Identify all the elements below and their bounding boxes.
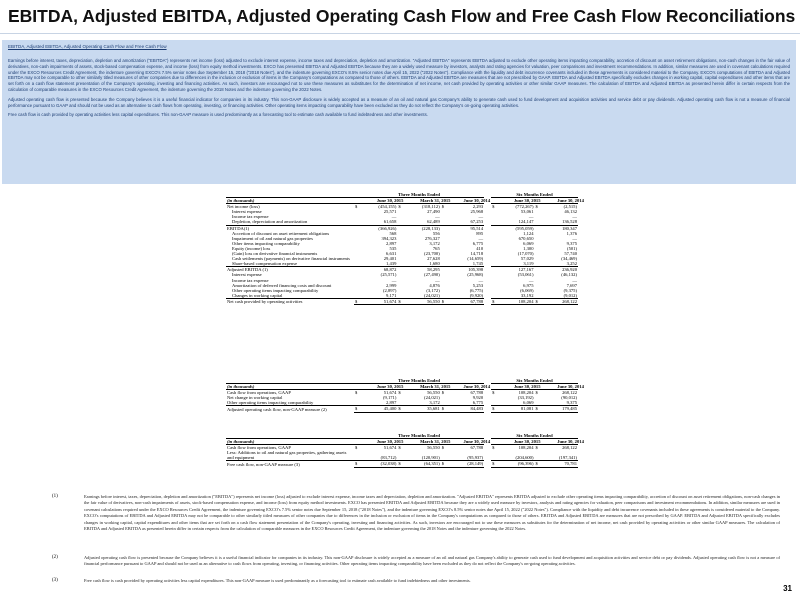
currency-symbol: $ xyxy=(398,390,401,396)
cell-value: 56,550 xyxy=(427,445,440,451)
cell-value: — xyxy=(528,277,534,283)
cell-value: — xyxy=(478,235,484,241)
cell-value: 268,122 xyxy=(562,390,577,396)
cell-value: 61,658 xyxy=(383,219,397,225)
group-header: Three Months Ended xyxy=(354,192,484,198)
currency-symbol: $ xyxy=(441,445,445,451)
cell-value: (33,192) xyxy=(517,395,534,401)
cell-value: 268,122 xyxy=(556,298,578,304)
cell-value: 6,069 xyxy=(523,400,534,406)
page-number: 31 xyxy=(783,584,792,593)
column-header: (in thousands) xyxy=(226,198,354,204)
footnote-marker: (3) xyxy=(52,578,58,583)
row-label: Net change in working capital xyxy=(227,395,283,401)
cell-value: 1,439 xyxy=(386,261,397,267)
cell-value: 276,327 xyxy=(424,235,440,241)
cell-value: (64,351) xyxy=(419,461,441,467)
row-label: Income tax expense xyxy=(232,277,269,283)
financial-table xyxy=(226,192,584,305)
cell-value: 136,528 xyxy=(562,219,577,225)
table-free-cash-flow xyxy=(226,433,584,468)
row-label: Adjusted EBITDA (1) xyxy=(226,267,354,273)
cell-value: 556 xyxy=(432,230,440,236)
cell-value: 124,147 xyxy=(518,219,534,225)
cell-value: — xyxy=(435,277,440,283)
currency-symbol: $ xyxy=(535,390,538,396)
cell-value: 670,650 xyxy=(518,235,534,241)
cell-value: 6,775 xyxy=(472,400,484,406)
row-label: Net income (loss) xyxy=(227,204,260,210)
column-header: (in thousands) xyxy=(226,384,354,390)
cell-value: (454,155) xyxy=(378,204,397,210)
currency-symbol: $ xyxy=(355,390,358,396)
column-header: June 30, 2015 xyxy=(513,384,541,390)
cell-value: 56,550 xyxy=(419,298,441,304)
column-header: June 30, 2014 xyxy=(463,384,491,390)
footnote-2 xyxy=(52,555,780,568)
cell-value: — xyxy=(391,277,397,283)
currency-symbol: $ xyxy=(535,298,557,304)
cell-value: 62,489 xyxy=(427,219,440,225)
cell-value: 58,295 xyxy=(419,267,441,273)
footnote-text: Adjusted operating cash flow is presented because the Company believes it is a useful financial indicator for companies in its industry. This non-GAAP disclosure is widely accepted as a measure of an oil and natural gas Company's ability to generate cash used to fund development and acquisition activities and service debt or pay dividends. Adjusted operating cash flow is not a measure of financial performance pursuant to GAAP and should not be used as an alternative to cash flows from operating, investing, or financing activities. Other operating items impacting comparability have been excluded as they do not reflect the Company's on-going operating activities. xyxy=(84,555,780,567)
cell-value: 568 xyxy=(389,230,397,236)
currency-symbol: $ xyxy=(491,461,513,467)
cell-value: 14,718 xyxy=(470,251,484,257)
cell-value: 29,401 xyxy=(383,256,397,262)
cell-value: 5,253 xyxy=(472,282,484,288)
cell-value: 1,300 xyxy=(523,245,534,251)
cell-value: 67,788 xyxy=(462,298,484,304)
cell-value: 180,347 xyxy=(556,225,578,231)
row-label: EBITDA(1) xyxy=(226,225,354,231)
cell-value: (83,712) xyxy=(380,455,397,461)
cell-value: 25,968 xyxy=(470,209,484,215)
currency-symbol: $ xyxy=(397,298,419,304)
cell-value: (46,132) xyxy=(561,272,577,278)
cell-value: 410 xyxy=(476,245,484,251)
cell-value: (501) xyxy=(567,245,577,251)
cell-value: (772,267) xyxy=(515,204,534,210)
cell-value: (2,515) xyxy=(563,204,577,210)
cell-value: 9,375 xyxy=(566,240,577,246)
row-label: Cash flow from operations, GAAP xyxy=(227,445,291,451)
cell-value: (24,021) xyxy=(424,395,440,401)
row-label: Less: Additions to oil and natural gas properties, gathering assets and equipment xyxy=(227,450,347,461)
cell-value: 84,483 xyxy=(462,406,484,412)
row-label: Impairment of oil and natural gas properties xyxy=(232,235,313,241)
cell-value: (24,021) xyxy=(424,292,440,298)
cell-value: 27,490 xyxy=(427,209,440,215)
currency-symbol: $ xyxy=(535,461,557,467)
cell-value: 9,171 xyxy=(386,292,397,298)
cell-value: 68,872 xyxy=(376,267,398,273)
currency-symbol: $ xyxy=(492,390,495,396)
cell-value: (318,112) xyxy=(421,204,440,210)
cell-value: 108,204 xyxy=(513,298,535,304)
cell-value: 3,172 xyxy=(429,240,440,246)
currency-symbol: $ xyxy=(491,298,513,304)
cell-value: — xyxy=(528,214,534,220)
cell-value: 67,788 xyxy=(470,445,484,451)
currency-symbol xyxy=(535,450,557,461)
financial-table xyxy=(226,378,584,413)
currency-symbol: $ xyxy=(398,204,401,210)
cell-value: 127,167 xyxy=(513,267,535,273)
cell-value: 4,876 xyxy=(429,282,440,288)
panel-heading: EBITDA, Adjusted EBITDA, Adjusted Operating Cash Flow and Free Cash Flow xyxy=(8,44,167,49)
currency-symbol: $ xyxy=(535,445,538,451)
currency-symbol: $ xyxy=(397,406,419,412)
currency-symbol xyxy=(354,450,376,461)
cell-value: 108,204 xyxy=(518,445,534,451)
cell-value: 25,571 xyxy=(383,209,397,215)
currency-symbol: $ xyxy=(492,445,495,451)
group-header: Three Months Ended xyxy=(354,433,484,439)
cell-value: 53,061 xyxy=(520,209,534,215)
cell-value: 67,253 xyxy=(470,219,484,225)
currency-symbol: $ xyxy=(535,406,557,412)
currency-symbol: $ xyxy=(355,445,358,451)
cell-value: 70,781 xyxy=(556,461,578,467)
row-label: Changes in working capital xyxy=(232,292,283,298)
panel-paragraph: Earnings before interest, taxes, depreciation, depletion and amortization ("EBITDA") represents net income (loss) adjusted to exclude interest expense, income taxes and depreciation, depletion and amortization. "Adjusted EBITDA" represents EBITDA adjusted to exclude other operating items impacting comparability, accretion of discount on asset retirement obligations, non-cash changes in the fair value of derivatives, non-cash impairments of assets, stock-based compensation expense, and income (loss) from equity method investments. EXCO has presented EBITDA and Adjusted EBITDA because they are a widely used measure by investors, analysts and rating agencies for valuation, peer comparisons and investment recommendations. In addition, similar measures are used in covenant calculations required under the EXCO Resources Credit Agreement, the indenture governing EXCO's 7.5% senior notes due September 15, 2018 ("2018 Notes"), and the indenture governing EXCO's 8.5% senior notes due April 15, 2022 ("2022 Notes"). Compliance with the liquidity and debt incurrence covenants included in these agreements is considered material to the Company. EXCO's computations of EBITDA and Adjusted EBITDA may not be comparable to other similarly titled measures of other companies due to differences in the inclusion or exclusion of items in the Company's computations as compared to those of others. EBITDA and Adjusted EBITDA are measures that are not prescribed by GAAP. EBITDA and Adjusted EBITDA specifically excludes changes in working capital, capital expenditures and other items that are set forth on a cash flow statement presentation of the Company's operating, investing and financing activities. As such, investors are encouraged not to use these measures as substitutes for the determination of net income, net cash provided by operating activities or other similar GAAP measures. The calculation of EBITDA and Adjusted EBITDA as presented herein differ in certain respects from the calculation of comparable measures in the EXCO Resources Credit Agreement, the indenture governing the 2018 Notes and the indenture governing the 2022 Notes. xyxy=(8,58,790,92)
cell-value: (32,038) xyxy=(376,461,398,467)
currency-symbol: $ xyxy=(354,298,376,304)
column-header: June 30, 2015 xyxy=(376,384,404,390)
row-label: Cash flow from operations, GAAP xyxy=(227,390,291,396)
row-label: Amortization of deferred financing costs and discount xyxy=(232,282,332,288)
row-label: (Gain) loss on derivative financial instruments xyxy=(232,251,318,257)
cell-value: (25,968) xyxy=(467,272,484,278)
group-header: Three Months Ended xyxy=(354,378,484,384)
column-header: June 30, 2014 xyxy=(557,439,584,445)
cell-value: 105,398 xyxy=(462,267,484,273)
row-label: Other operating items impacting comparability xyxy=(227,400,314,406)
cell-value: 51,674 xyxy=(383,390,397,396)
column-header: June 30, 2014 xyxy=(557,384,584,390)
cell-value: 1,680 xyxy=(429,261,440,267)
cell-value: 6,975 xyxy=(523,282,534,288)
cell-value: 2,293 xyxy=(472,204,484,210)
row-label: Income tax expense xyxy=(232,214,269,220)
cell-value: 57,740 xyxy=(564,251,577,257)
column-header: June 30, 2015 xyxy=(513,439,541,445)
column-header: June 30, 2015 xyxy=(376,198,404,204)
currency-symbol: $ xyxy=(441,298,463,304)
panel-paragraph: Free cash flow is cash provided by operating activities less capital expenditures. This non-GAAP measure is used predominantly as a forecasting tool to estimate cash available to fund indebtedness and other investments. xyxy=(8,112,428,118)
cell-value: 3,119 xyxy=(523,261,534,267)
cell-value: 45,400 xyxy=(376,406,398,412)
currency-symbol: $ xyxy=(354,461,376,467)
row-label: Other operating items impacting comparability xyxy=(232,287,319,293)
row-label: Share-based compensation expense xyxy=(232,261,298,267)
footnote-3 xyxy=(52,578,780,584)
cell-value: (9,171) xyxy=(382,395,397,401)
cell-value: 3,252 xyxy=(566,261,577,267)
row-label: Adjusted operating cash flow, non-GAAP measure (2) xyxy=(226,406,354,412)
cell-value: — xyxy=(478,277,484,283)
footnote-1 xyxy=(52,494,780,532)
cell-value: (2,897) xyxy=(382,287,397,293)
group-header: Six Months Ended xyxy=(491,192,578,198)
cell-value: (9,012) xyxy=(563,292,577,298)
footnote-text: Earnings before interest, taxes, depreciation, depletion and amortization ("EBITDA") represents net income (loss) adjusted to exclude interest expense, income taxes and depreciation, depletion and amortization. "Adjusted EBITDA" represents EBITDA adjusted to exclude other operating items impacting comparability, accretion of discount on asset retirement obligations, non-cash changes in the fair value of derivatives, non-cash impairments of assets, stock-based compensation expense, and income (loss) from equity method investments. EXCO has presented EBITDA and Adjusted EBITDA because they are a widely used measure by investors, analysts and rating agencies for valuation, peer comparisons and investment recommendations. In addition, similar measures are used in covenant calculations required under the EXCO Resources Credit Agreement, the indenture governing EXCO's 7.5% senior notes due September 15, 2018 ("2018 Notes"), and the indenture governing EXCO's 8.5% senior notes due April 15, 2022 ("2022 Notes"). Compliance with the liquidity and debt incurrence covenants included in these agreements is considered material to the Company. EXCO's computations of EBITDA and Adjusted EBITDA may not be comparable to other similarly titled measures of other companies due to differences in the inclusion or exclusion of items in the Company's computations as compared to those of others. EBITDA and Adjusted EBITDA are measures that are not prescribed by GAAP. EBITDA and Adjusted EBITDA specifically excludes changes in working capital, capital expenditures and other items that are set forth on a cash flow statement presentation of the Company's operating, investing and financing activities. As such, investors are encouraged not to use these measures as substitutes for the determination of net income, net cash provided by operating activities or other similar GAAP measures. The calculation of EBITDA and Adjusted EBITDA as presented herein differ in certain respects from the calculation of comparable measures in the EXCO Resources Credit Agreement, the indenture governing the 2018 Notes and the indenture governing the 2022 Notes. xyxy=(84,494,780,531)
currency-symbol: $ xyxy=(441,204,445,210)
cell-value: 268,122 xyxy=(562,445,577,451)
cell-value: 9,920 xyxy=(472,395,484,401)
group-header: Six Months Ended xyxy=(491,378,578,384)
cell-value: — xyxy=(572,277,577,283)
table-ebitda xyxy=(226,192,584,305)
cell-value: 27,628 xyxy=(427,256,440,262)
cell-value: (3,172) xyxy=(426,287,440,293)
cell-value: (53,061) xyxy=(517,272,534,278)
cell-value: 56,550 xyxy=(427,390,440,396)
column-header: June 30, 2014 xyxy=(463,439,491,445)
cell-value: — xyxy=(478,214,484,220)
column-header: March 31, 2015 xyxy=(420,384,451,390)
cell-value: 46,132 xyxy=(564,209,577,215)
cell-value: (14,659) xyxy=(467,256,484,262)
row-label: Equity (income) loss xyxy=(232,245,271,251)
row-label: Cash settlements (payments) on derivative financial instruments xyxy=(232,256,350,262)
currency-symbol xyxy=(397,450,419,461)
currency-symbol xyxy=(441,450,463,461)
currency-symbol: $ xyxy=(441,406,463,412)
cell-value: 6,069 xyxy=(523,240,534,246)
cell-value: 6,775 xyxy=(472,240,484,246)
cell-value: 765 xyxy=(432,245,440,251)
cell-value: 51,674 xyxy=(383,445,397,451)
currency-symbol: $ xyxy=(441,390,445,396)
title-divider xyxy=(0,33,800,34)
cell-value: 108,204 xyxy=(518,390,534,396)
cell-value: (120,901) xyxy=(421,455,440,461)
table-row xyxy=(226,461,578,467)
column-header: June 30, 2014 xyxy=(557,198,584,204)
cell-value: (366,926) xyxy=(376,225,398,231)
row-label: Interest expense xyxy=(232,272,262,278)
cell-value: 3,172 xyxy=(429,400,440,406)
cell-value: 2,897 xyxy=(386,240,397,246)
column-header: March 31, 2015 xyxy=(420,439,451,445)
panel-paragraph: Adjusted operating cash flow is presented because the Company believes it is a useful financial indicator for companies in its industry. This non-GAAP disclosure is widely accepted as a measure of an oil and natural gas Company's ability to generate cash used to fund development and acquisition activities and service debt or pay dividends. Adjusted operating cash flow is not a measure of financial performance pursuant to GAAP and should not be used as an alternative to cash flows from operating, investing, or financing activities. Other operating items impacting comparability have been excluded as they do not reflect the Company's on-going operating activities. xyxy=(8,96,790,108)
column-header: June 30, 2014 xyxy=(463,198,491,204)
row-label: Free cash flow, non-GAAP measure (3) xyxy=(226,461,354,467)
cell-value: 9,375 xyxy=(566,400,577,406)
currency-symbol: $ xyxy=(492,204,495,210)
cell-value: (96,396) xyxy=(513,461,535,467)
cell-value: (595,059) xyxy=(513,225,535,231)
cell-value: 2,999 xyxy=(386,282,397,288)
cell-value: 1,124 xyxy=(523,230,534,236)
page-title: EBITDA, Adjusted EBITDA, Adjusted Operating Cash Flow and Free Cash Flow Reconciliations xyxy=(8,6,796,26)
table-row xyxy=(226,450,578,461)
cell-value: 1,376 xyxy=(566,230,577,236)
cell-value: (28,149) xyxy=(462,461,484,467)
cell-value: (95,937) xyxy=(467,455,484,461)
row-label: Interest expense xyxy=(232,209,262,215)
currency-symbol: $ xyxy=(397,461,419,467)
cell-value: 2,897 xyxy=(386,400,397,406)
table-adjusted-operating-cash-flow xyxy=(226,378,584,413)
column-header: (in thousands) xyxy=(226,439,354,445)
cell-value: (23,700) xyxy=(424,251,440,257)
cell-value: (90,012) xyxy=(561,395,577,401)
row-label: Depletion, depreciation and amortization xyxy=(232,219,308,225)
row-label: Accretion of discount on asset retirement obligations xyxy=(232,230,330,236)
cell-value: (25,571) xyxy=(380,272,397,278)
cell-value: 81,081 xyxy=(513,406,535,412)
currency-symbol: $ xyxy=(491,406,513,412)
cell-value: 236,920 xyxy=(556,267,578,273)
cell-value: — xyxy=(572,235,577,241)
currency-symbol xyxy=(491,450,513,461)
cell-value: (6,069) xyxy=(520,287,534,293)
cell-value: 179,485 xyxy=(556,406,578,412)
cell-value: 7,697 xyxy=(566,282,577,288)
cell-value: (34,469) xyxy=(561,256,577,262)
cell-value: 67,788 xyxy=(470,390,484,396)
cell-value: (27,490) xyxy=(424,272,440,278)
currency-symbol: $ xyxy=(355,204,358,210)
currency-symbol: $ xyxy=(398,445,401,451)
cell-value: (9,920) xyxy=(469,292,484,298)
cell-value: 895 xyxy=(476,230,484,236)
group-header: Six Months Ended xyxy=(491,433,578,439)
column-header: June 30, 2015 xyxy=(513,198,541,204)
table-row xyxy=(226,298,578,304)
row-label: Other items impacting comparability xyxy=(232,240,300,246)
footnote-marker: (2) xyxy=(52,555,58,560)
currency-symbol: $ xyxy=(535,204,538,210)
cell-value: — xyxy=(572,214,577,220)
column-header: June 30, 2015 xyxy=(376,439,404,445)
financial-table xyxy=(226,433,584,468)
cell-value: 33,192 xyxy=(520,292,534,298)
currency-symbol: $ xyxy=(441,461,463,467)
cell-value: 1,745 xyxy=(472,261,484,267)
cell-value: (9,375) xyxy=(563,287,577,293)
cell-value: — xyxy=(435,214,440,220)
cell-value: 394,323 xyxy=(381,235,397,241)
row-label: Net cash provided by operating activities xyxy=(226,298,354,304)
definitions-panel xyxy=(2,40,796,184)
footnote-marker: (1) xyxy=(52,494,58,499)
currency-symbol: $ xyxy=(354,406,376,412)
cell-value: 35,681 xyxy=(419,406,441,412)
cell-value: (17,070) xyxy=(517,251,534,257)
cell-value: 535 xyxy=(389,245,397,251)
cell-value: (204,600) xyxy=(515,455,534,461)
cell-value: (197,341) xyxy=(559,455,577,461)
cell-value: (6,775) xyxy=(469,287,484,293)
cell-value: — xyxy=(391,214,397,220)
footnote-text: Free cash flow is cash provided by operating activities less capital expenditures. This non-GAAP measure is used predominantly as a forecasting tool to estimate cash available to fund indebtedness and other investments. xyxy=(84,578,471,583)
cell-value: 57,029 xyxy=(520,256,534,262)
table-row xyxy=(226,406,578,412)
cell-value: (228,133) xyxy=(419,225,441,231)
cell-value: 95,514 xyxy=(462,225,484,231)
column-header: March 31, 2015 xyxy=(420,198,451,204)
cell-value: 6,631 xyxy=(386,251,397,257)
cell-value: 51,674 xyxy=(376,298,398,304)
